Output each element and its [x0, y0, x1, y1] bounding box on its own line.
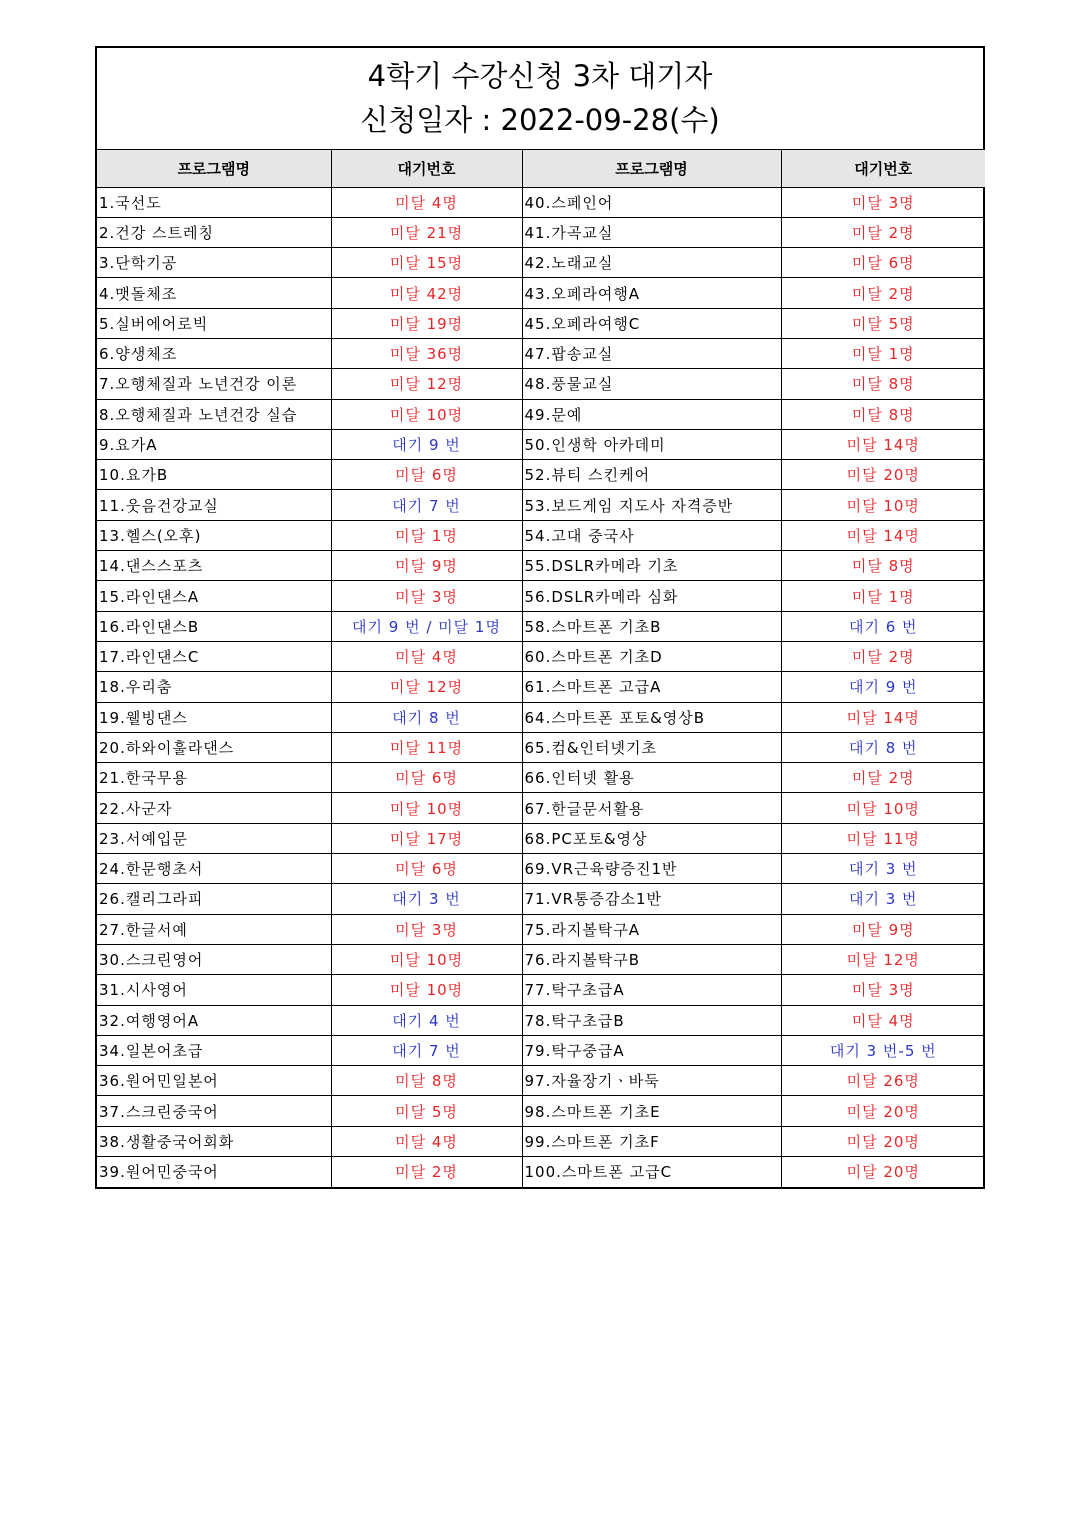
- table-row: [97, 1035, 985, 1065]
- wait-status-right: 미달 11명: [781, 823, 985, 853]
- table-row: [97, 611, 985, 641]
- table-row: [97, 702, 985, 732]
- wait-status-right: 미달 10명: [781, 793, 985, 823]
- wait-status-right: 미달 26명: [781, 1066, 985, 1096]
- table-row: [97, 338, 985, 368]
- program-name-right: 45.오페라여행C: [522, 308, 781, 338]
- wait-status-right: 미달 8명: [781, 551, 985, 581]
- wait-status-left: 미달 21명: [331, 217, 522, 247]
- wait-status-left: 대기 8 번: [331, 702, 522, 732]
- program-name-right: 60.스마트폰 기초D: [522, 641, 781, 671]
- program-name-left: 3.단학기공: [97, 248, 331, 278]
- program-name-right: 52.뷰티 스킨케어: [522, 460, 781, 490]
- wait-status-left: 미달 19명: [331, 308, 522, 338]
- wait-status-right: 미달 8명: [781, 399, 985, 429]
- wait-status-right: 대기 9 번: [781, 672, 985, 702]
- program-name-left: 34.일본어초급: [97, 1035, 331, 1065]
- table-row: [97, 823, 985, 853]
- program-name-right: 43.오페라여행A: [522, 278, 781, 308]
- program-name-right: 68.PC포토&영상: [522, 823, 781, 853]
- program-name-right: 55.DSLR카메라 기초: [522, 551, 781, 581]
- wait-status-left: 미달 3명: [331, 914, 522, 944]
- program-name-right: 56.DSLR카메라 심화: [522, 581, 781, 611]
- program-name-left: 11.웃음건강교실: [97, 490, 331, 520]
- program-name-left: 8.오행체질과 노년건강 실습: [97, 399, 331, 429]
- program-name-left: 14.댄스스포츠: [97, 551, 331, 581]
- wait-status-right: 미달 4명: [781, 1005, 985, 1035]
- program-name-left: 5.실버에어로빅: [97, 308, 331, 338]
- program-name-right: 40.스페인어: [522, 187, 781, 217]
- program-name-left: 20.하와이훌라댄스: [97, 732, 331, 762]
- wait-status-right: 대기 3 번: [781, 884, 985, 914]
- wait-status-left: 미달 36명: [331, 338, 522, 368]
- wait-status-left: 미달 3명: [331, 581, 522, 611]
- program-name-left: 27.한글서예: [97, 914, 331, 944]
- wait-status-right: 미달 3명: [781, 975, 985, 1005]
- program-name-left: 39.원어민중국어: [97, 1157, 331, 1187]
- table-row: [97, 975, 985, 1005]
- program-name-left: 1.국선도: [97, 187, 331, 217]
- wait-status-right: 미달 14명: [781, 429, 985, 459]
- program-name-left: 17.라인댄스C: [97, 641, 331, 671]
- wait-status-left: 미달 4명: [331, 187, 522, 217]
- wait-status-left: 미달 4명: [331, 1126, 522, 1156]
- table-row: [97, 460, 985, 490]
- wait-status-right: 미달 20명: [781, 1157, 985, 1187]
- program-name-left: 15.라인댄스A: [97, 581, 331, 611]
- wait-status-right: 미달 10명: [781, 490, 985, 520]
- program-name-left: 24.한문행초서: [97, 854, 331, 884]
- wait-status-left: 미달 1명: [331, 520, 522, 550]
- program-name-left: 19.웰빙댄스: [97, 702, 331, 732]
- wait-status-right: 대기 3 번: [781, 854, 985, 884]
- table-row: [97, 369, 985, 399]
- table-row: [97, 490, 985, 520]
- program-name-right: 49.문예: [522, 399, 781, 429]
- program-name-left: 30.스크린영어: [97, 944, 331, 974]
- program-name-left: 21.한국무용: [97, 763, 331, 793]
- wait-status-right: 대기 8 번: [781, 732, 985, 762]
- table-row: [97, 793, 985, 823]
- table-row: [97, 520, 985, 550]
- waitlist-sheet: [95, 46, 985, 1189]
- program-name-right: 47.팝송교실: [522, 338, 781, 368]
- table-row: [97, 1126, 985, 1156]
- program-name-left: 7.오행체질과 노년건강 이론: [97, 369, 331, 399]
- wait-status-left: 미달 9명: [331, 551, 522, 581]
- wait-status-left: 미달 6명: [331, 854, 522, 884]
- header-program-name-left: 프로그램명: [97, 150, 331, 187]
- table-row: [97, 1066, 985, 1096]
- wait-status-right: 미달 20명: [781, 1096, 985, 1126]
- program-name-right: 65.컴&인터넷기초: [522, 732, 781, 762]
- table-row: [97, 551, 985, 581]
- table-row: [97, 187, 985, 217]
- wait-status-right: 미달 3명: [781, 187, 985, 217]
- application-date: 신청일자 : 2022-09-28(수): [360, 103, 720, 137]
- page-title: 4학기 수강신청 3차 대기자: [367, 59, 713, 93]
- program-name-left: 13.헬스(오후): [97, 520, 331, 550]
- table-row: [97, 884, 985, 914]
- wait-status-left: 미달 12명: [331, 672, 522, 702]
- wait-status-left: 미달 15명: [331, 248, 522, 278]
- wait-status-right: 미달 1명: [781, 338, 985, 368]
- wait-status-left: 미달 10명: [331, 399, 522, 429]
- wait-status-left: 미달 17명: [331, 823, 522, 853]
- wait-status-right: 미달 2명: [781, 278, 985, 308]
- table-row: [97, 1096, 985, 1126]
- wait-status-left: 미달 12명: [331, 369, 522, 399]
- header-row: [97, 150, 985, 187]
- program-name-left: 10.요가B: [97, 460, 331, 490]
- wait-status-left: 미달 10명: [331, 944, 522, 974]
- program-name-right: 67.한글문서활용: [522, 793, 781, 823]
- wait-status-right: 미달 20명: [781, 1126, 985, 1156]
- program-name-left: 18.우리춤: [97, 672, 331, 702]
- table-row: [97, 1005, 985, 1035]
- wait-status-left: 미달 42명: [331, 278, 522, 308]
- header-program-name-right: 프로그램명: [522, 150, 781, 187]
- program-name-right: 71.VR통증감소1반: [522, 884, 781, 914]
- table-row: [97, 581, 985, 611]
- program-name-right: 41.가곡교실: [522, 217, 781, 247]
- program-name-left: 22.사군자: [97, 793, 331, 823]
- table-row: [97, 308, 985, 338]
- program-name-right: 53.보드게임 지도사 자격증반: [522, 490, 781, 520]
- wait-status-right: 미달 12명: [781, 944, 985, 974]
- wait-status-left: 미달 2명: [331, 1157, 522, 1187]
- wait-status-right: 미달 8명: [781, 369, 985, 399]
- program-name-right: 64.스마트폰 포토&영상B: [522, 702, 781, 732]
- wait-status-left: 대기 9 번 / 미달 1명: [331, 611, 522, 641]
- table-row: [97, 399, 985, 429]
- program-name-left: 36.원어민일본어: [97, 1066, 331, 1096]
- table-row: [97, 278, 985, 308]
- program-name-right: 78.탁구초급B: [522, 1005, 781, 1035]
- wait-status-right: 미달 1명: [781, 581, 985, 611]
- program-name-right: 69.VR근육량증진1반: [522, 854, 781, 884]
- header-wait-number-right: 대기번호: [781, 150, 985, 187]
- program-name-right: 77.탁구초급A: [522, 975, 781, 1005]
- table-row: [97, 217, 985, 247]
- program-name-right: 79.탁구중급A: [522, 1035, 781, 1065]
- wait-status-left: 미달 6명: [331, 763, 522, 793]
- program-name-right: 100.스마트폰 고급C: [522, 1157, 781, 1187]
- table-row: [97, 248, 985, 278]
- wait-status-right: 대기 3 번-5 번: [781, 1035, 985, 1065]
- program-name-right: 58.스마트폰 기초B: [522, 611, 781, 641]
- wait-status-left: 미달 10명: [331, 975, 522, 1005]
- program-name-left: 2.건강 스트레칭: [97, 217, 331, 247]
- program-name-right: 42.노래교실: [522, 248, 781, 278]
- wait-status-right: 미달 2명: [781, 763, 985, 793]
- wait-status-left: 미달 10명: [331, 793, 522, 823]
- wait-status-left: 미달 11명: [331, 732, 522, 762]
- wait-status-left: 미달 5명: [331, 1096, 522, 1126]
- table-row: [97, 672, 985, 702]
- wait-status-right: 미달 20명: [781, 460, 985, 490]
- table-row: [97, 732, 985, 762]
- table-row: [97, 429, 985, 459]
- wait-status-right: 미달 14명: [781, 702, 985, 732]
- wait-status-left: 미달 8명: [331, 1066, 522, 1096]
- program-name-right: 76.라지볼탁구B: [522, 944, 781, 974]
- program-name-left: 26.캘리그라피: [97, 884, 331, 914]
- wait-status-left: 대기 7 번: [331, 1035, 522, 1065]
- program-name-right: 98.스마트폰 기초E: [522, 1096, 781, 1126]
- program-name-left: 37.스크린중국어: [97, 1096, 331, 1126]
- program-name-right: 48.풍물교실: [522, 369, 781, 399]
- program-name-left: 31.시사영어: [97, 975, 331, 1005]
- program-name-left: 32.여행영어A: [97, 1005, 331, 1035]
- table-row: [97, 854, 985, 884]
- wait-status-right: 미달 9명: [781, 914, 985, 944]
- header-wait-number-left: 대기번호: [331, 150, 522, 187]
- wait-status-left: 미달 6명: [331, 460, 522, 490]
- program-name-right: 54.고대 중국사: [522, 520, 781, 550]
- table-row: [97, 763, 985, 793]
- table-row: [97, 641, 985, 671]
- program-name-right: 61.스마트폰 고급A: [522, 672, 781, 702]
- program-name-right: 66.인터넷 활용: [522, 763, 781, 793]
- wait-status-left: 대기 3 번: [331, 884, 522, 914]
- wait-status-right: 미달 14명: [781, 520, 985, 550]
- wait-status-left: 미달 4명: [331, 641, 522, 671]
- wait-status-left: 대기 4 번: [331, 1005, 522, 1035]
- wait-status-right: 대기 6 번: [781, 611, 985, 641]
- wait-status-right: 미달 5명: [781, 308, 985, 338]
- wait-status-left: 대기 7 번: [331, 490, 522, 520]
- wait-status-right: 미달 2명: [781, 217, 985, 247]
- program-name-left: 16.라인댄스B: [97, 611, 331, 641]
- program-name-right: 99.스마트폰 기초F: [522, 1126, 781, 1156]
- wait-status-left: 대기 9 번: [331, 429, 522, 459]
- title-block: [97, 48, 983, 150]
- table-row: [97, 1157, 985, 1187]
- program-name-left: 9.요가A: [97, 429, 331, 459]
- waitlist-table: [97, 150, 985, 1187]
- program-name-left: 4.맷돌체조: [97, 278, 331, 308]
- program-name-right: 97.자율장기ㆍ바둑: [522, 1066, 781, 1096]
- program-name-right: 50.인생학 아카데미: [522, 429, 781, 459]
- program-name-left: 6.양생체조: [97, 338, 331, 368]
- table-row: [97, 944, 985, 974]
- program-name-right: 75.라지볼탁구A: [522, 914, 781, 944]
- wait-status-right: 미달 2명: [781, 641, 985, 671]
- table-body: [97, 187, 985, 1187]
- wait-status-right: 미달 6명: [781, 248, 985, 278]
- program-name-left: 23.서예입문: [97, 823, 331, 853]
- table-row: [97, 914, 985, 944]
- program-name-left: 38.생활중국어회화: [97, 1126, 331, 1156]
